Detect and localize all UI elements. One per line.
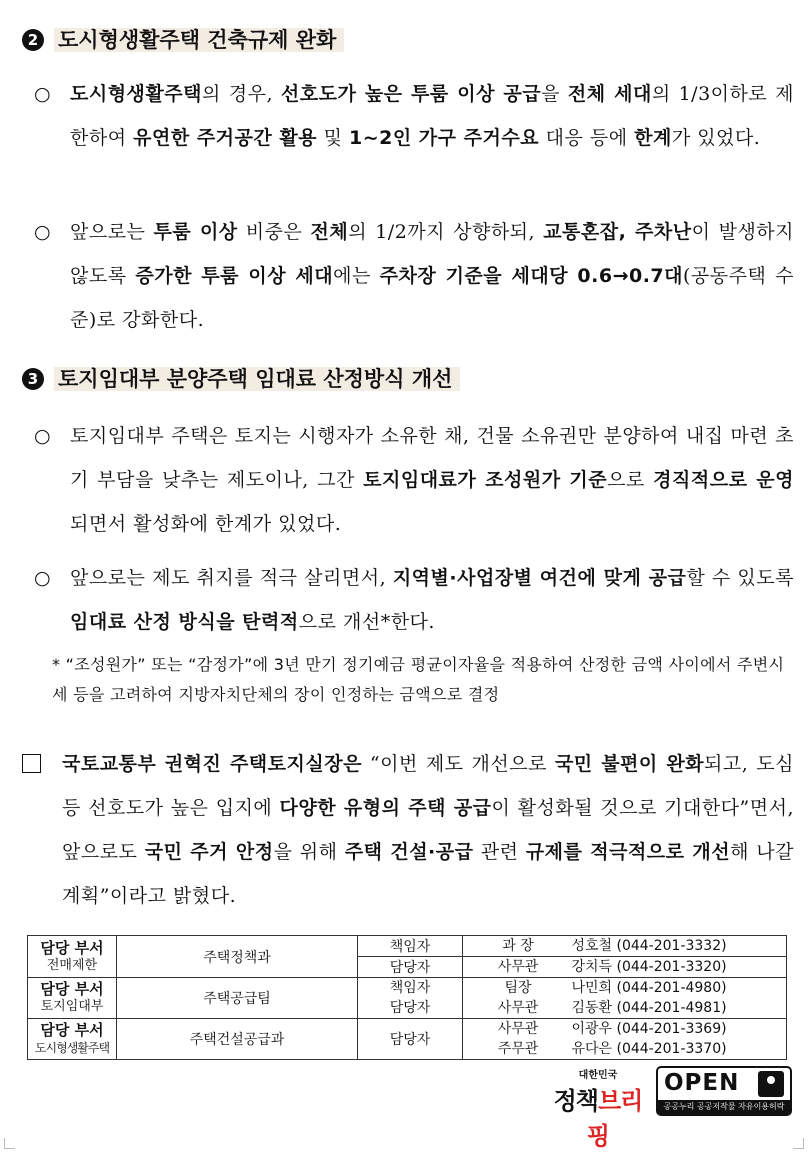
body-text: 해 나갈 계획”이라고 밝혔다. [62,841,794,907]
body-text: 이 발생하지 않도록 [70,221,795,287]
phone: (044-201-3369) [616,1021,727,1037]
bullet-circle: ○ [34,567,52,589]
body-text: 이 활성화될 것으로 기대한다”면서, 앞으로도 [62,797,794,863]
bullet-circle: ○ [34,425,52,447]
dept-name: 전매제한 [46,957,98,973]
s2p1-body [70,72,794,160]
dept-label: 담당 부서 [40,938,104,957]
body-text: 되면서 활성화에 한계가 있었다. [70,513,342,535]
s3-paragraph-1 [34,414,794,546]
contact-persons [463,1019,787,1060]
rank: 팀장 [504,980,532,996]
emphasis-text: 한계 [634,127,672,149]
body-text: 및 [317,127,349,149]
contact-person [463,936,787,957]
open-text: OPEN [664,1070,740,1096]
dept-label: 담당 부서 [40,1021,104,1039]
person-name: 성호철 [571,938,613,954]
body-text: 의 경우, [201,83,281,105]
emphasis-text: 다양한 유형의 주택 공급 [279,797,492,819]
emphasis-text: 토지임대료가 조성원가 기준 [363,469,608,491]
body-text: 앞으로는 제도 취지를 적극 살리면서, [70,567,393,589]
body-text: 할 수 있도록 [686,567,794,589]
s3-paragraph-2 [34,556,794,644]
body-text: 으로 [607,469,654,491]
role: 책임자 [358,936,463,957]
logo-text-b: 브리핑 [586,1087,643,1150]
person-name: 나민희 [571,980,613,996]
emphasis-text: 국민 불편이 완화 [554,753,705,775]
logo-text-a: 정책 [553,1087,598,1115]
emphasis-text: 투룸 이상 [153,221,238,243]
dept-name: 도시형생활주택 [34,1041,110,1055]
corner-mark [793,1138,804,1149]
contact-person [463,957,787,978]
role: 책임자 [389,980,431,996]
rank: 사무관 [497,1021,539,1037]
role: 담당자 [358,1019,463,1060]
body-text: 을 위해 [273,841,345,863]
dept-cell [28,978,117,1019]
roles [358,978,463,1019]
emphasis-text: 주차장 기준을 세대당 0.6→0.7대 [379,265,684,287]
bullet-circle: ○ [34,83,52,105]
body-text: 관련 [473,841,526,863]
body-text: 에는 [333,265,380,287]
s2-paragraph-2 [34,210,794,342]
person-name: 유다은 [571,1041,613,1057]
body-text: 되고, 도심 등 선호도가 높은 입지에 [62,753,794,819]
logo-small-text: 대한민국 [578,1070,618,1081]
emphasis-text: 주택 건설·공급 [344,841,474,863]
dept-label: 담당 부서 [40,980,104,998]
phone: (044-201-4981) [616,1000,727,1016]
emphasis-text: 경직적으로 운영 [653,469,795,491]
s2-paragraph-1 [34,72,794,160]
section-3-title: 토지임대부 분양주택 임대료 산정방식 개선 [54,367,460,391]
section-2-number: 2 [22,29,44,51]
body-text: “이번 제도 개선으로 [361,753,555,775]
emphasis-text: 증가한 투룸 이상 세대 [135,265,334,287]
footnote: * “조성원가” 또는 “감정가”에 3년 만기 정기예금 평균이자율을 적용하여 산정한 금액 사이에서 주변시세 등을 고려하여 지방자치단체의 장이 인정하는 금액으로 결정 [52,655,785,704]
open-license-logo [656,1066,792,1116]
body-text: 토지임대부 주택은 토지는 시행자가 소유한 채, 건물 소유권만 분양하여 내집 마련 초기 부담을 낮추는 제도이나, 그간 [70,425,794,491]
emphasis-text: 1~2인 가구 주거수요 [348,127,540,149]
role: 담당자 [358,957,463,978]
rank: 과 장 [502,938,534,954]
dept-name: 토지임대부 [40,999,104,1014]
section-3-number: 3 [22,368,44,390]
dept-cell [28,936,117,978]
phone: (044-201-3320) [616,959,727,975]
dept-cell [28,1019,117,1060]
person-name: 김동환 [571,1000,613,1016]
emphasis-text: 임대료 산정 방식을 탄력적 [70,611,299,633]
corner-mark [4,1138,15,1149]
bullet-circle: ○ [34,221,52,243]
contact-persons [463,978,787,1019]
emphasis-text: 선호도가 높은 투룸 이상 공급 [280,83,542,105]
emphasis-text: 국토교통부 권혁진 주택토지실장은 [62,753,362,775]
body-text: 을 [541,83,568,105]
s3p2-body [70,556,794,644]
body-text: 으로 개선*한다. [298,611,435,633]
role: 담당자 [389,1000,431,1016]
phone: (044-201-3370) [616,1041,727,1057]
s2p2-body [70,210,794,342]
square-bullet-icon [22,754,41,773]
body-text: 의 1/3이하로 제한하여 [70,83,794,149]
body-text: 앞으로는 [70,221,154,243]
body-text: 의 1/2까지 상향하되, [348,221,544,243]
person-name: 이광우 [571,1021,613,1037]
office-name: 주택공급팀 [117,978,358,1019]
office-name: 주택정책과 [117,936,358,978]
phone: (044-201-3332) [616,938,727,954]
policy-briefing-logo [548,1066,648,1150]
body-text: 대응 등에 [539,127,635,149]
phone: (044-201-4980) [616,980,727,996]
emphasis-text: 도시형생활주택 [70,83,202,105]
body-text: 비중은 [237,221,311,243]
section-3-heading [22,363,460,393]
emphasis-text: 전체 [310,221,349,243]
emphasis-text: 유연한 주거공간 활용 [133,127,318,149]
rank: 주무관 [497,1041,539,1057]
rank: 사무관 [497,959,539,975]
body-text: (공동주택 수준)로 강화한다. [70,265,794,331]
body-text: 가 있었다. [671,127,761,149]
section-2-title: 도시형생활주택 건축규제 완화 [54,28,344,52]
emphasis-text: 지역별·사업장별 여건에 맞게 공급 [392,567,687,589]
emphasis-text: 교통혼잡, 주차난 [543,221,692,243]
emphasis-text: 전체 세대 [567,83,652,105]
s3p1-body [70,414,794,546]
official-quote [22,742,794,918]
rank: 사무관 [497,1000,539,1016]
person-badge-icon [758,1071,784,1097]
section-2-heading [22,24,344,54]
office-name: 주택건설공급과 [117,1019,358,1060]
emphasis-text: 규제를 적극적으로 개선 [525,841,731,863]
open-strip-text: 공공누리 공공저작물 자유이용허락 [658,1100,790,1114]
quote-body [62,742,794,918]
contacts-table [27,935,787,1060]
person-name: 강치득 [571,959,613,975]
emphasis-text: 국민 주거 안정 [144,841,274,863]
